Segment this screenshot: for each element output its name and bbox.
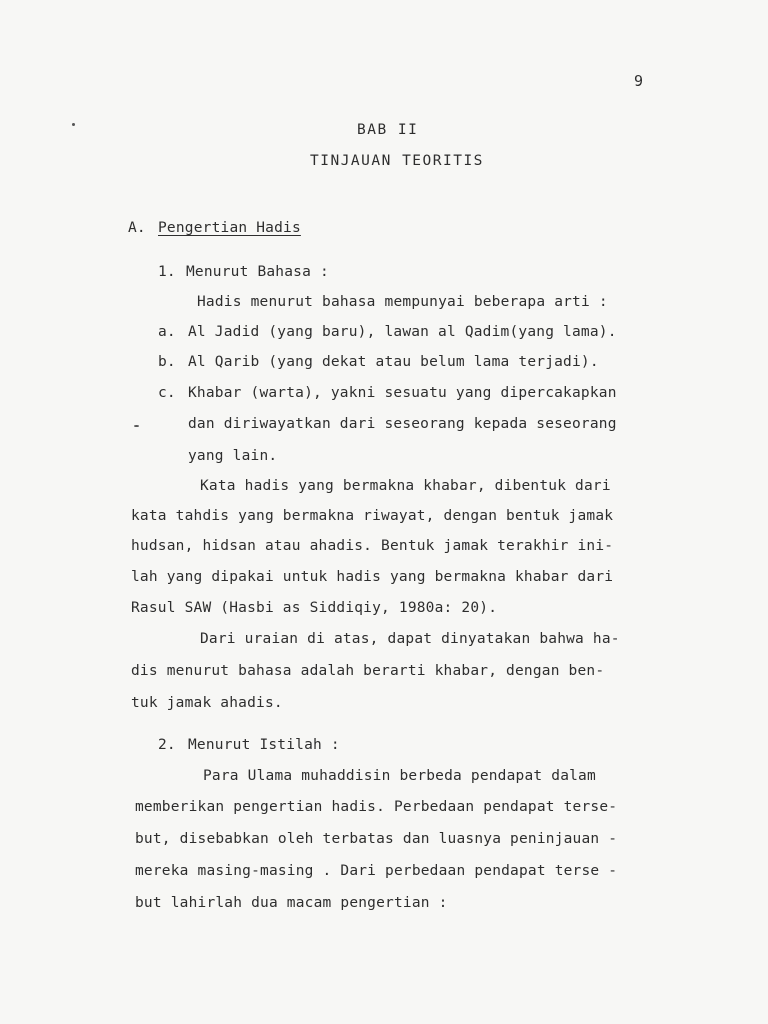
list-item-text-c: Khabar (warta), yakni sesuatu yang dipercakapkan	[188, 385, 617, 401]
scan-speck	[72, 123, 75, 126]
subsection-1-title: Menurut Bahasa :	[186, 264, 329, 280]
list-item-c-continuation: yang lain.	[188, 448, 278, 464]
paragraph-1-line: kata tahdis yang bermakna riwayat, dengan bentuk jamak	[131, 508, 614, 524]
scan-speck	[134, 425, 139, 427]
chapter-title: TINJAUAN TEORITIS	[310, 153, 484, 169]
list-item-text-a: Al Jadid (yang baru), lawan al Qadim(yang lama).	[188, 324, 617, 340]
subsection-2-marker: 2.	[158, 737, 176, 753]
page-number: 9	[634, 72, 644, 90]
list-item-marker-c: c.	[158, 385, 176, 401]
paragraph-3-line: memberikan pengertian hadis. Perbedaan pendapat terse-	[135, 799, 618, 815]
paragraph-3-line: Para Ulama muhaddisin berbeda pendapat dalam	[203, 768, 596, 784]
section-a-marker: A.	[128, 220, 146, 236]
paragraph-1-line: Rasul SAW (Hasbi as Siddiqiy, 1980a: 20).	[131, 600, 498, 616]
paragraph-1-line: Kata hadis yang bermakna khabar, dibentuk dari	[200, 478, 611, 494]
list-item-text-b: Al Qarib (yang dekat atau belum lama terjadi).	[188, 354, 599, 370]
paragraph-2-line: dis menurut bahasa adalah berarti khabar, dengan ben-	[131, 663, 605, 679]
paragraph-2-line: tuk jamak ahadis.	[131, 695, 283, 711]
paragraph-1-line: lah yang dipakai untuk hadis yang bermakna khabar dari	[131, 569, 614, 585]
paragraph-2-line: Dari uraian di atas, dapat dinyatakan bahwa ha-	[200, 631, 620, 647]
list-item-c-continuation: dan diriwayatkan dari seseorang kepada seseorang	[188, 416, 617, 432]
subsection-1-marker: 1.	[158, 264, 176, 280]
list-item-marker-a: a.	[158, 324, 176, 340]
subsection-2-title: Menurut Istilah :	[188, 737, 340, 753]
paragraph-3-line: but, disebabkan oleh terbatas dan luasnya peninjauan -	[135, 831, 618, 847]
paragraph-3-line: but lahirlah dua macam pengertian :	[135, 895, 448, 911]
paragraph-3-line: mereka masing-masing . Dari perbedaan pendapat terse -	[135, 863, 618, 879]
section-a-title: Pengertian Hadis	[158, 220, 301, 236]
paragraph-1-line: hudsan, hidsan atau ahadis. Bentuk jamak terakhir ini-	[131, 538, 614, 554]
list-intro: Hadis menurut bahasa mempunyai beberapa arti :	[197, 294, 608, 310]
list-item-marker-b: b.	[158, 354, 176, 370]
chapter-label: BAB II	[357, 122, 419, 138]
